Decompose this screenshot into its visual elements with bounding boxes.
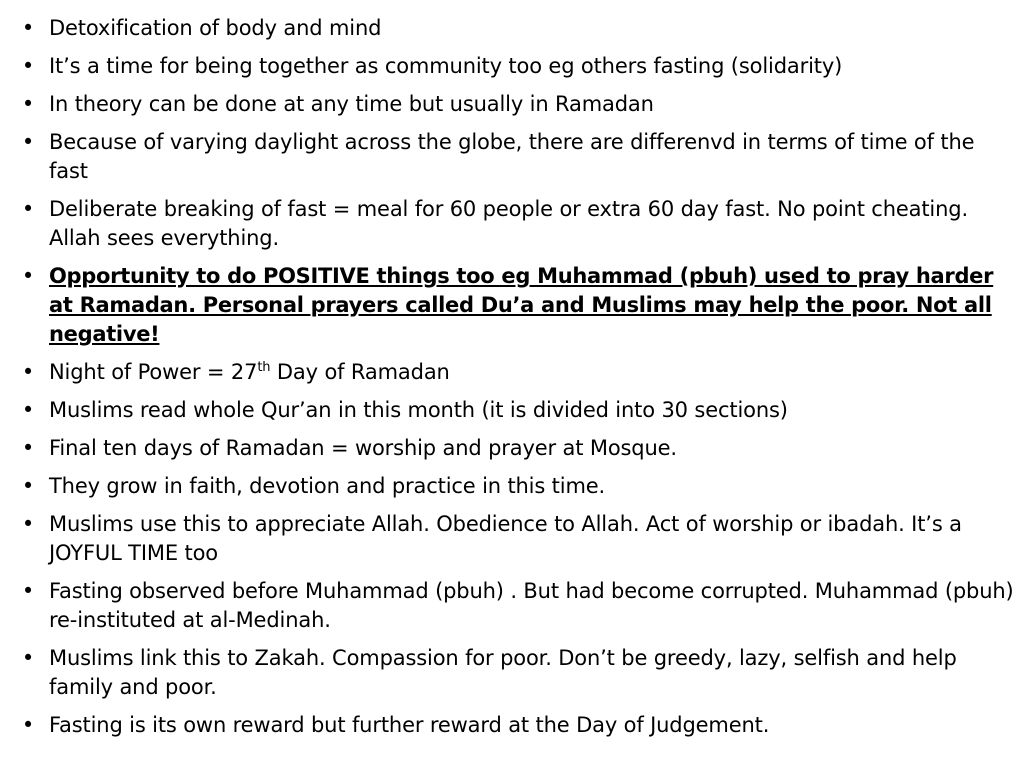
bullet-text: It’s a time for being together as community too eg others fasting (solidarity)	[49, 54, 843, 78]
bullet-text-after: Day of Ramadan	[270, 360, 450, 384]
bullet-icon: •	[21, 713, 35, 737]
list-item	[18, 90, 1014, 119]
bullet-icon: •	[21, 92, 35, 116]
bullet-text: Fasting is its own reward but further reward at the Day of Judgement.	[49, 713, 770, 737]
bullet-icon: •	[21, 579, 35, 603]
bullet-text: In theory can be done at any time but usually in Ramadan	[49, 92, 654, 116]
list-item	[18, 195, 1014, 253]
bullet-icon: •	[21, 197, 35, 221]
bullet-text	[49, 360, 450, 384]
bullet-icon: •	[21, 360, 35, 384]
ordinal-superscript: th	[257, 360, 271, 375]
bullet-text: Muslims link this to Zakah. Compassion for poor. Don’t be greedy, lazy, selfish and help family and poor.	[49, 646, 957, 699]
bullet-text: They grow in faith, devotion and practice in this time.	[49, 474, 606, 498]
list-item	[18, 510, 1014, 568]
bullet-text: Because of varying daylight across the globe, there are differenvd in terms of time of the fast	[49, 130, 975, 183]
bullet-text: Muslims use this to appreciate Allah. Obedience to Allah. Act of worship or ibadah. It’s a JOYFUL TIME too	[49, 512, 962, 565]
bullet-icon: •	[21, 646, 35, 670]
bullet-icon: •	[21, 398, 35, 422]
list-item	[18, 434, 1014, 463]
list-item	[18, 644, 1014, 702]
bullet-list	[18, 14, 1014, 740]
bullet-text: Deliberate breaking of fast = meal for 60 people or extra 60 day fast. No point cheating. Allah sees everything.	[49, 197, 968, 250]
list-item	[18, 711, 1014, 740]
list-item	[18, 577, 1014, 635]
list-item	[18, 358, 1014, 387]
bullet-text: Muslims read whole Qur’an in this month (it is divided into 30 sections)	[49, 398, 788, 422]
bullet-icon: •	[21, 54, 35, 78]
list-item	[18, 396, 1014, 425]
list-item	[18, 128, 1014, 186]
bullet-text: Detoxification of body and mind	[49, 16, 382, 40]
bullet-text-before: Night of Power = 27	[49, 360, 258, 384]
list-item	[18, 472, 1014, 501]
bullet-icon: •	[21, 512, 35, 536]
list-item	[18, 52, 1014, 81]
bullet-icon: •	[21, 16, 35, 40]
bullet-icon: •	[21, 436, 35, 460]
bullet-text: Opportunity to do POSITIVE things too eg Muhammad (pbuh) used to pray harder at Ramadan. Personal prayers called Du’a and Muslims may help the poor. Not all negative!	[49, 264, 994, 346]
bullet-text: Fasting observed before Muhammad (pbuh) . But had become corrupted. Muhammad (pbuh) re-instituted at al-Medinah.	[49, 579, 1014, 632]
bullet-text: Final ten days of Ramadan = worship and prayer at Mosque.	[49, 436, 677, 460]
bullet-icon: •	[21, 474, 35, 498]
list-item-emphasis	[18, 262, 1014, 349]
list-item	[18, 14, 1014, 43]
bullet-icon: •	[21, 264, 35, 288]
bullet-icon: •	[21, 130, 35, 154]
